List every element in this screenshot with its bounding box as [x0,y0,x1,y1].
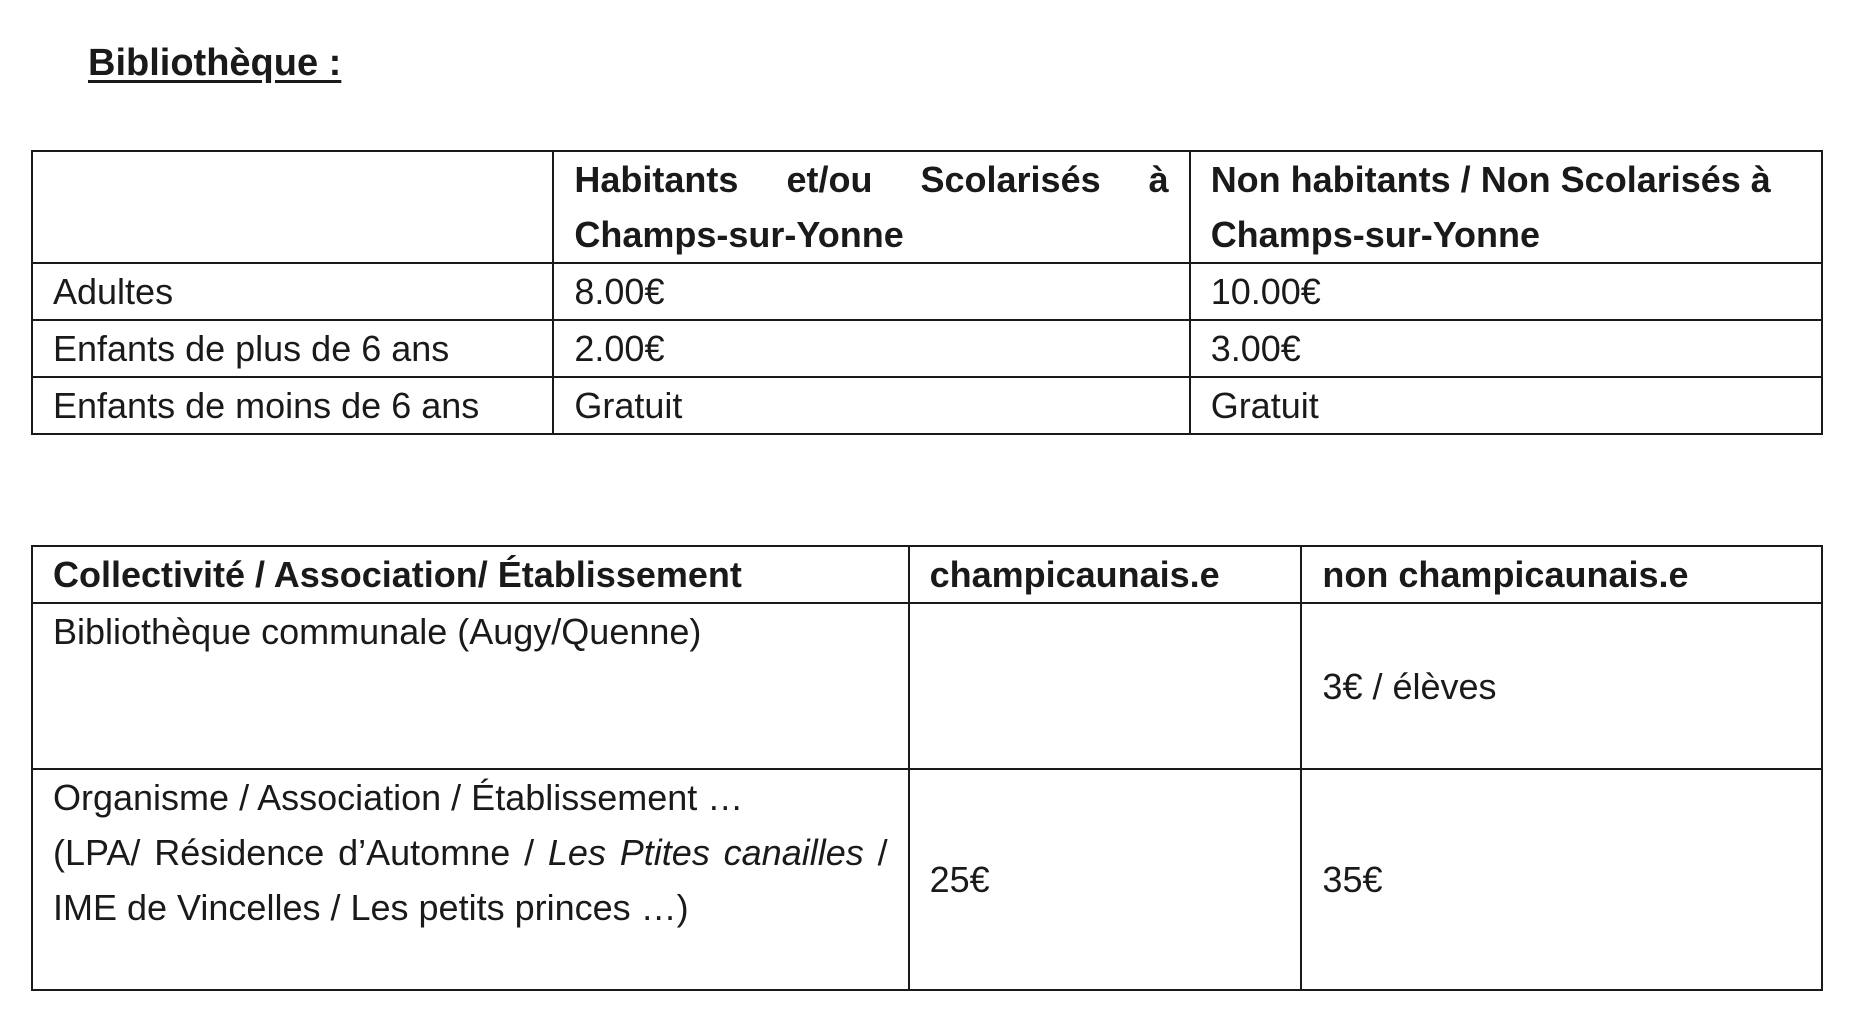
price-non-habitants: 3.00€ [1190,320,1822,377]
table-row [32,377,1822,434]
price-champicaunais: 25€ [909,769,1302,990]
price-habitants: Gratuit [553,377,1189,434]
table-row [32,603,1822,769]
price-non-champicaunais: 3€ / élèves [1301,603,1822,769]
table-row [32,263,1822,320]
row-label-line1: Organisme / Association / Établissement … [53,777,744,818]
table-header-row [32,546,1822,603]
price-habitants: 8.00€ [553,263,1189,320]
table-row [32,769,1822,990]
header-collectivite: Collectivité / Association/ Établissement [32,546,909,603]
header-non-champicaunais: non champicaunais.e [1301,546,1822,603]
header-non-habitants: Non habitants / Non Scolarisés à Champs-sur-Yonne [1190,151,1822,263]
row-label: Enfants de plus de 6 ans [32,320,553,377]
row-label-italic: Les Ptites canailles [547,832,864,873]
row-label: Enfants de moins de 6 ans [32,377,553,434]
header-habitants: Habitants et/ou Scolarisés à Champs-sur-Yonne [553,151,1189,263]
row-label: Bibliothèque communale (Augy/Quenne) [32,603,909,769]
row-label: Adultes [32,263,553,320]
price-champicaunais [909,603,1302,769]
header-empty-cell [32,151,553,263]
tarifs-individuels-table [31,150,1823,435]
row-label-part-a: (LPA/ Résidence d’Automne / [53,832,548,873]
tarifs-collectivites-table [31,545,1823,991]
price-habitants: 2.00€ [553,320,1189,377]
price-non-habitants: 10.00€ [1190,263,1822,320]
price-non-champicaunais: 35€ [1301,769,1822,990]
section-heading: Bibliothèque : [88,42,342,84]
header-champicaunais: champicaunais.e [909,546,1302,603]
row-label-part-b: / IME de Vincelles / Les petits princes …) [53,832,888,928]
row-label [32,769,909,990]
table-row [32,320,1822,377]
price-non-habitants: Gratuit [1190,377,1822,434]
table-header-row [32,151,1822,263]
